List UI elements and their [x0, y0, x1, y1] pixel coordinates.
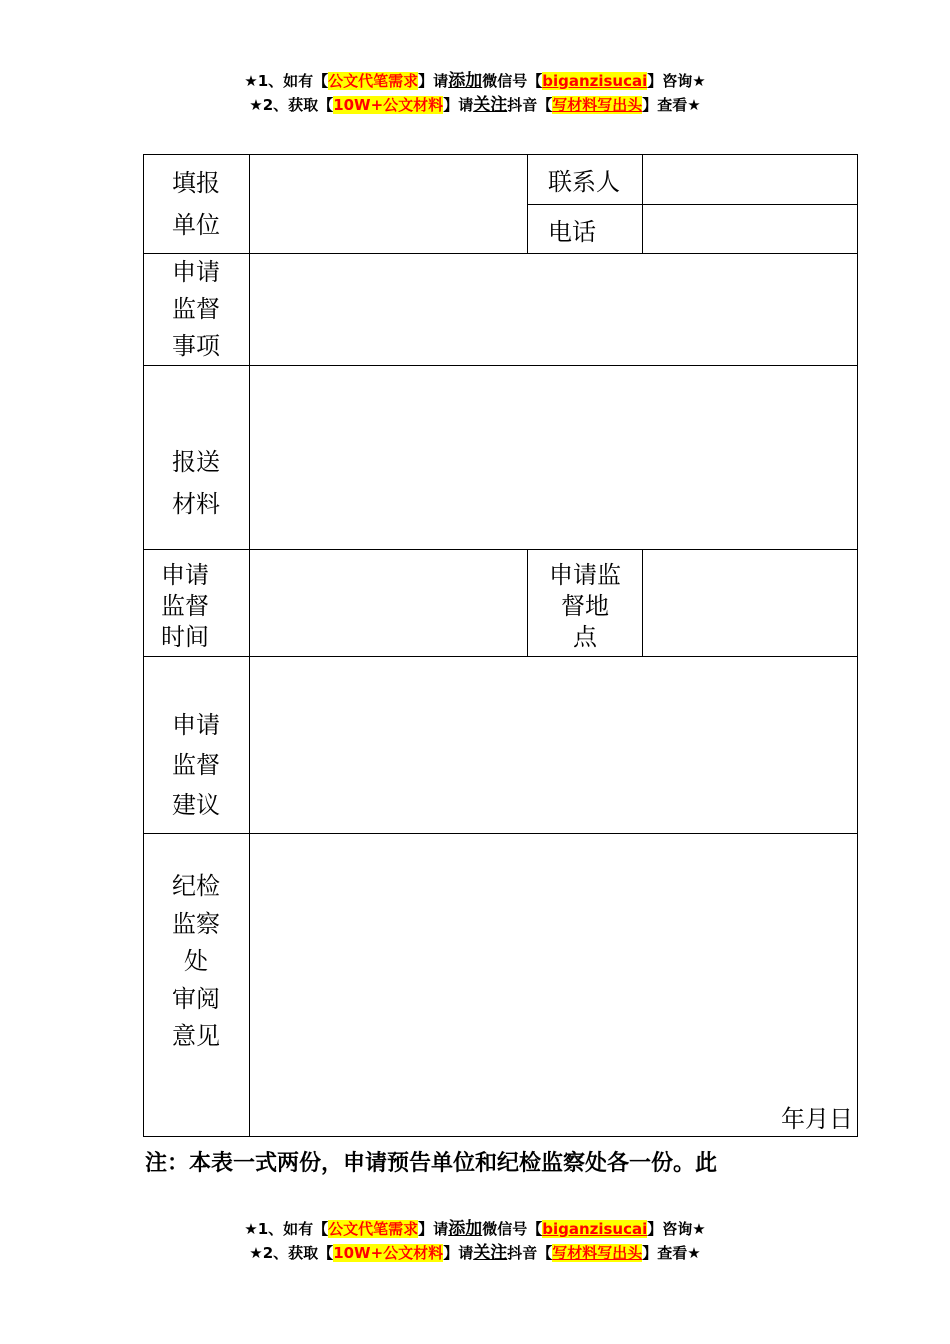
form-note: 注：本表一式两份，申请预告单位和纪检监察处各一份。此 [145, 1151, 718, 1176]
douyin-account-link[interactable]: 写材料写出头 [552, 96, 643, 114]
review-value-field[interactable] [250, 834, 858, 1137]
review-label-line: 审阅 [172, 984, 220, 1013]
unit-label-line: 填报 [172, 169, 220, 197]
underlined-text: 关注 [473, 1243, 508, 1263]
place-label-line: 申请监 [549, 561, 621, 589]
materials-label-cell [144, 366, 250, 550]
banner-line-1 [0, 1217, 950, 1241]
star-icon: ★ [244, 1220, 258, 1238]
banner-text: 微信号【 [482, 1220, 543, 1238]
place-label-line: 点 [573, 623, 597, 651]
materials-label-line: 材料 [172, 489, 220, 518]
banner-line-1 [0, 69, 950, 93]
top-banner [0, 69, 950, 117]
underlined-text: 添加 [448, 71, 483, 91]
matter-label-line: 事项 [172, 332, 220, 360]
wechat-id-link[interactable]: biganzisucai [542, 1220, 648, 1238]
time-label-cell [144, 550, 250, 657]
phone-label: 电话 [528, 205, 643, 254]
banner-text: 微信号【 [482, 72, 543, 90]
time-label-line: 申请 [161, 561, 209, 589]
matter-value-field[interactable] [250, 254, 858, 366]
underlined-text: 关注 [473, 95, 508, 115]
materials-label-line: 报送 [172, 447, 220, 476]
unit-value-field[interactable] [250, 155, 528, 254]
review-label-line: 处 [184, 947, 208, 975]
place-value-field[interactable] [643, 550, 858, 657]
contact-value-field[interactable] [643, 155, 858, 205]
suggestion-label-line: 建议 [172, 791, 220, 819]
place-label-line: 督地 [561, 592, 609, 620]
application-form-table [143, 154, 858, 1137]
place-label-cell [528, 550, 643, 657]
review-label-cell [144, 834, 250, 1137]
banner-text: 】查看★ [642, 96, 701, 114]
star-icon: ★ [244, 72, 258, 90]
banner-text: 】请 [443, 96, 474, 114]
star-icon: ★ [249, 96, 263, 114]
highlight-text: 公文代笔需求 [328, 72, 419, 90]
banner-text: 】请 [418, 1220, 449, 1238]
highlight-text: 公文代笔需求 [328, 1220, 419, 1238]
unit-label-cell [144, 155, 250, 254]
banner-text: 】请 [443, 1244, 474, 1262]
phone-value-field[interactable] [643, 205, 858, 254]
unit-label-line: 单位 [172, 211, 220, 239]
time-value-field[interactable] [250, 550, 528, 657]
banner-text: 1、如有【 [257, 72, 329, 90]
underlined-text: 添加 [448, 1219, 483, 1239]
review-label-line: 纪检 [172, 872, 220, 900]
banner-text: 2、获取【 [262, 1244, 334, 1262]
highlight-text: 10W+公文材料 [333, 96, 444, 114]
suggestion-label-line: 申请 [172, 711, 220, 739]
matter-label-line: 申请 [172, 258, 220, 286]
review-label-line: 意见 [172, 1022, 220, 1050]
time-label-line: 监督 [161, 592, 209, 620]
date-label: 年月日 [781, 1105, 853, 1133]
bottom-banner [0, 1217, 950, 1265]
banner-text: 】咨询★ [647, 72, 706, 90]
suggestion-value-field[interactable] [250, 657, 858, 834]
banner-text: 1、如有【 [257, 1220, 329, 1238]
review-label-line: 监察 [172, 909, 220, 938]
banner-text: 】查看★ [642, 1244, 701, 1262]
banner-text: 抖音【 [507, 1244, 553, 1262]
banner-text: 2、获取【 [262, 96, 334, 114]
matter-label-cell [144, 254, 250, 366]
douyin-account-link[interactable]: 写材料写出头 [552, 1244, 643, 1262]
contact-label: 联系人 [528, 155, 643, 205]
banner-line-2 [0, 93, 950, 117]
matter-label-line: 监督 [172, 295, 220, 323]
star-icon: ★ [249, 1244, 263, 1262]
banner-line-2 [0, 1241, 950, 1265]
highlight-text: 10W+公文材料 [333, 1244, 444, 1262]
suggestion-label-cell [144, 657, 250, 834]
banner-text: 抖音【 [507, 96, 553, 114]
banner-text: 】请 [418, 72, 449, 90]
banner-text: 】咨询★ [647, 1220, 706, 1238]
materials-value-field[interactable] [250, 366, 858, 550]
time-label-line: 时间 [161, 623, 209, 651]
suggestion-label-line: 监督 [172, 751, 220, 779]
wechat-id-link[interactable]: biganzisucai [542, 72, 648, 90]
